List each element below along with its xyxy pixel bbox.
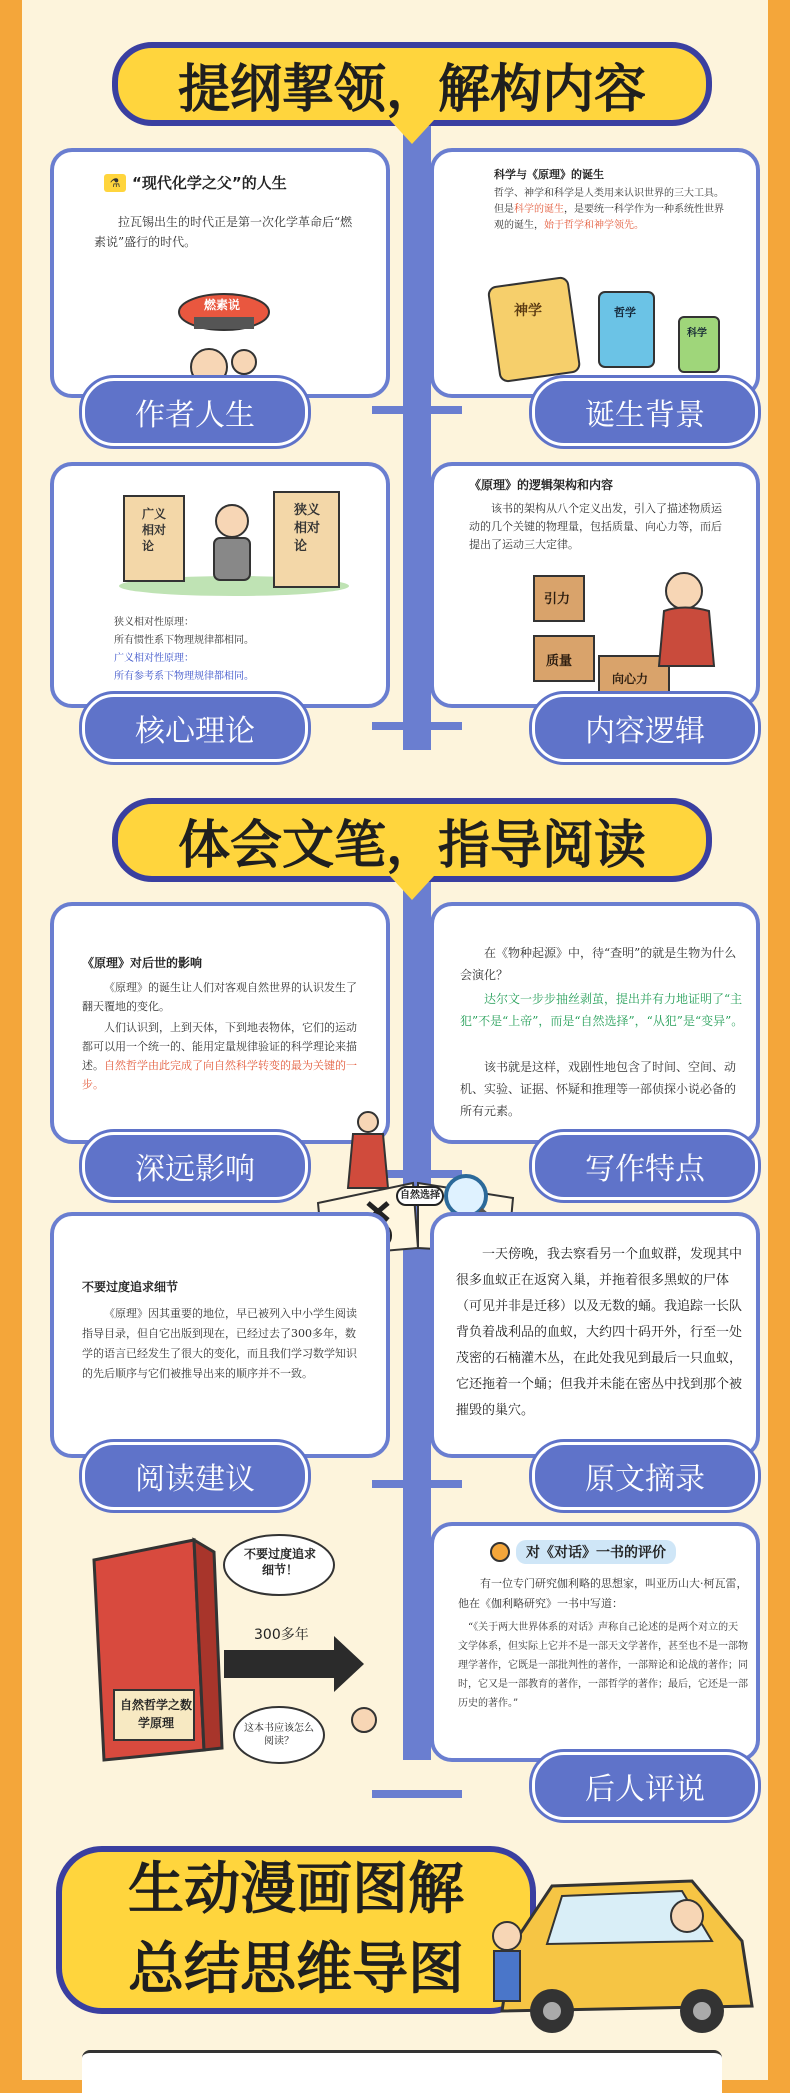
box-label: 质量 [546,654,573,669]
speech-bubble: 不要过度追求细节！ [243,1547,316,1577]
book-character-illustration [64,1520,394,1770]
card-text: 《原理》的诞生让人们对客观自然世界的认识发生了翻天覆地的变化。 [82,981,357,1013]
taxi-illustration [492,1846,762,2046]
card-content-logic [430,462,760,708]
sun-icon [490,1542,510,1562]
card-text: 达尔文一步步抽丝剥茧，提出并有力地证明了“主犯”不是“上帝”，而是“自然选择”，“从犯”是“变异”。 [460,992,744,1028]
alchemy-illustration [164,272,284,392]
pill-writing-style: 写作特点 [532,1132,758,1200]
pill-reading-advice: 阅读建议 [82,1442,308,1510]
board-label: 狭义相对论 [294,503,321,554]
book-cover-label: 自然哲学之数学原理 [120,1698,193,1730]
art-label: 自然选择 [396,1186,444,1206]
card-text: 一天傍晚，我去察看另一个血蚁群，发现其中很多血蚁正在返窝入巢，并拖着很多黑蚁的尸体（可见并非是迁移）以及无数的蛹。我追踪一长队背负着战利品的血蚁，大约四十码开外，行至一处茂密的石楠灌木丛，在此处我见到最后一只血蚁，它还拖着一个蛹；但我并未能在密丛中找到那个被摧毁的巢穴。 [456,1247,743,1418]
section-title: 提纲挈领，解构内容 [177,59,646,120]
card-text: 人们认识到，上到天体，下到地表物体，它们的运动都可以用一个统一的、能用定量规律验证的科学理论来描述。自然哲学由此完成了向自然科学转变的最为关键的一步。 [82,1021,357,1091]
card-text: 有一位专门研究伽利略的思想家，叫亚历山大·柯瓦雷，他在《伽利略研究》一书中写道： [458,1577,748,1610]
speech-bubble: 这本书应该怎么阅读？ [244,1723,314,1747]
section-banner-3 [56,1846,536,2014]
pill-review: 后人评说 [532,1752,758,1820]
art-label: 燃素说 [204,298,241,312]
pill-influence: 深远影响 [82,1132,308,1200]
section-banner-1 [112,42,712,126]
pill-excerpt: 原文摘录 [532,1442,758,1510]
card-text: 哲学、神学和科学是人类用来认识世界的三大工具。但是科学的诞生，是要统一科学作为一种系统性世界观的诞生，始于哲学和神学领先。 [494,188,724,231]
pill-content-logic: 内容逻辑 [532,694,758,762]
theory-text: 狭义相对性原理： 所有惯性系下物理规律都相同。 广义相对性原理： 所有参考系下物理规律都相同。 [114,617,254,682]
card-excerpt [430,1212,760,1458]
timeline-spine [403,110,431,750]
card-title: “现代化学之父”的人生 [132,174,287,192]
section-title: 总结思维导图 [128,1937,464,2002]
timeline-spine [403,860,431,1760]
connector [372,1480,462,1488]
boxes-illustration [524,566,744,706]
card-text: 在《物种起源》中，待“查明”的就是生物为什么会演化？ [460,946,737,982]
card-author-life [50,148,390,398]
card-text: 该书就是这样，戏剧性地包含了时间、空间、动机、实验、证据、怀疑和推理等一部侦探小说必备的所有元素。 [460,1060,737,1118]
flask-icon: ⚗ [104,174,126,192]
card-reading-advice [50,1212,390,1458]
section-banner-2 [112,798,712,882]
card-text: 该书的架构从八个定义出发，引入了描述物质运动的几个关键的物理量，包括质量、向心力等，而后提出了运动三大定律。 [469,502,722,551]
card-background [430,148,760,398]
einstein-illustration [114,486,354,596]
connector [372,406,462,414]
card-quote: “《关于两大世界体系的对话》声称自己论述的是两个对立的天文学体系，但实际上它并不是一部天文学著作，甚至也不是一部物理学著作，它既是一部批判性的著作，一部辩论和论战的著作；同时，它又是一部教育的著作，一部哲学的著作；最后，它还是一部历史的著作。” [458,1622,748,1709]
connector [372,1790,462,1798]
box-label: 向心力 [612,672,649,686]
card-title: 《原理》的逻辑架构和内容 [469,478,614,492]
card-review [430,1522,760,1762]
pill-core-theory: 核心理论 [82,694,308,762]
page [22,0,768,2080]
bottom-panel [82,2050,722,2093]
card-title: 不要过度追求细节 [82,1280,179,1294]
connector [372,722,462,730]
books-illustration [484,252,744,392]
book-label: 神学 [514,303,542,319]
section-title: 生动漫画图解 [128,1857,464,1922]
arrow-label: 300多年 [254,1627,309,1643]
card-text: 《原理》因其重要的地位，早已被列入中小学生阅读指导目录，但自它出版到现在，已经过去了300多年，数学的语言已经发生了很大的变化，而且我们学习数学知识的先后顺序与它们被推导出来的顺序并不一致。 [82,1307,357,1380]
box-label: 引力 [544,592,571,607]
book-label: 科学 [687,328,707,339]
card-title: 科学与《原理》的诞生 [494,168,604,181]
card-title: 对《对话》一书的评价 [516,1540,676,1564]
card-title: 《原理》对后世的影响 [82,956,203,970]
pill-background: 诞生背景 [532,378,758,446]
card-core-theory [50,462,390,708]
board-label: 广义相对论 [142,507,167,553]
section-title: 体会文笔，指导阅读 [177,815,646,876]
pill-author-life: 作者人生 [82,378,308,446]
book-label: 哲学 [614,306,636,319]
card-text: 拉瓦锡出生的时代正是第一次化学革命后“燃素说”盛行的时代。 [94,215,353,249]
